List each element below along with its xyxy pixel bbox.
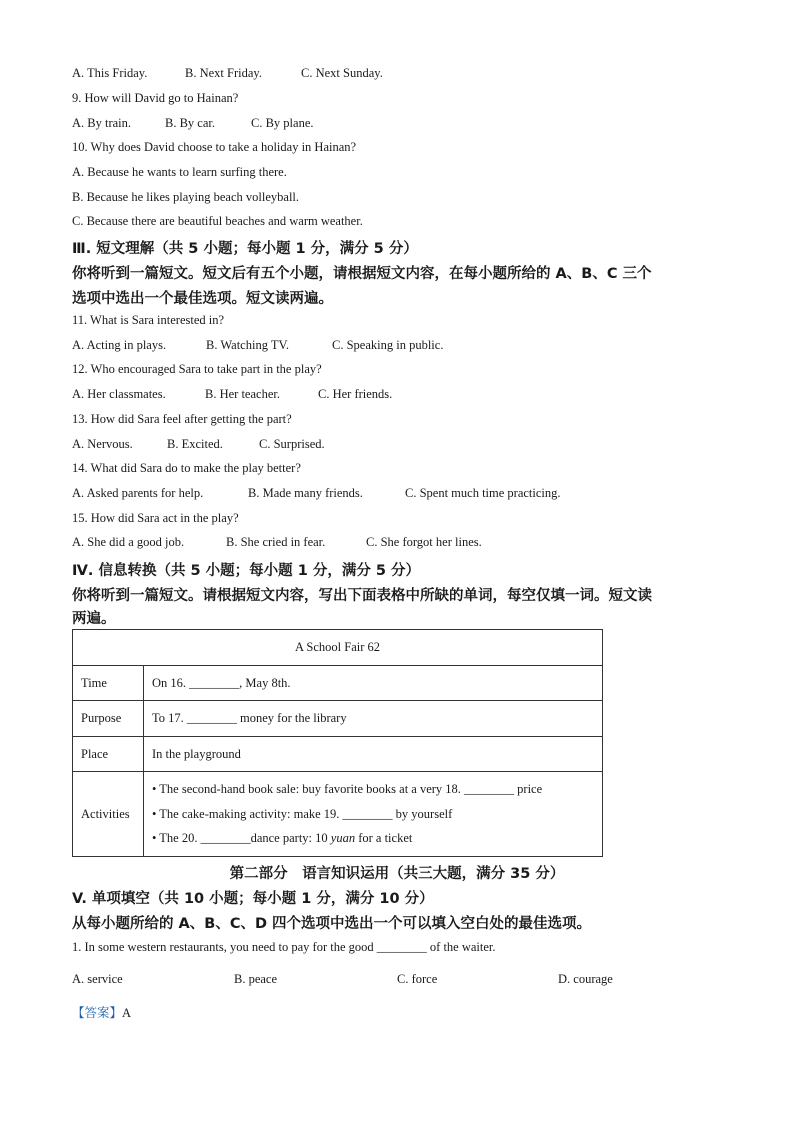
question-stem: 10. Why does David choose to take a holiday in Hainan? bbox=[72, 140, 357, 154]
option: C. Because there are beautiful beaches and warm weather. bbox=[72, 214, 363, 228]
option: B. By car. bbox=[165, 116, 215, 130]
q12-options bbox=[72, 387, 392, 402]
part-title: 第二部分 语言知识运用（共三大题，满分 35 分） bbox=[229, 866, 565, 882]
q8-options bbox=[72, 66, 383, 81]
table-row bbox=[73, 701, 603, 737]
row-label: Purpose bbox=[73, 701, 144, 737]
option: B. Her teacher. bbox=[205, 387, 280, 401]
section-instruction: 两遍。 bbox=[72, 611, 116, 627]
answer-value: A bbox=[122, 1006, 132, 1020]
activity-item: • The 20. ________dance party: 10 yuan for a ticket bbox=[152, 831, 413, 846]
option: B. She cried in fear. bbox=[226, 535, 326, 549]
option: A. She did a good job. bbox=[72, 535, 185, 549]
option: C. Speaking in public. bbox=[332, 338, 444, 352]
answer-tag: 【答案】 bbox=[72, 1006, 123, 1020]
option: B. Next Friday. bbox=[185, 66, 262, 80]
row-value: In the playground bbox=[144, 737, 603, 772]
option: A. Asked parents for help. bbox=[72, 486, 204, 500]
option: A. service bbox=[72, 972, 123, 986]
option: A. Nervous. bbox=[72, 437, 133, 451]
question-stem: 12. Who encouraged Sara to take part in the play? bbox=[72, 362, 322, 376]
question-stem: 9. How will David go to Hainan? bbox=[72, 91, 239, 105]
activities-list bbox=[144, 772, 603, 857]
row-label: Activities bbox=[73, 772, 144, 857]
option: C. Spent much time practicing. bbox=[405, 486, 561, 500]
section-instruction: 选项中选出一个最佳选项。短文读两遍。 bbox=[72, 291, 333, 307]
option: B. Excited. bbox=[167, 437, 223, 451]
row-label: Time bbox=[73, 666, 144, 701]
row-value: To 17. ________ money for the library bbox=[144, 701, 603, 737]
q11-options bbox=[72, 338, 443, 353]
option: D. courage bbox=[558, 972, 613, 986]
row-value: On 16. ________, May 8th. bbox=[144, 666, 603, 701]
option: A. Because he wants to learn surfing there. bbox=[72, 165, 287, 179]
table-row bbox=[73, 666, 603, 701]
option: C. Surprised. bbox=[259, 437, 325, 451]
question-stem: 1. In some western restaurants, you need to pay for the good ________ of the waiter. bbox=[72, 940, 496, 954]
section-title: Ⅲ. 短文理解（共 5 小题；每小题 1 分，满分 5 分） bbox=[72, 241, 418, 257]
q1-options bbox=[72, 972, 613, 987]
option: C. Next Sunday. bbox=[301, 66, 383, 80]
q9-options bbox=[72, 116, 314, 131]
question-stem: 14. What did Sara do to make the play better? bbox=[72, 461, 301, 475]
section-instruction: 你将听到一篇短文。请根据短文内容，写出下面表格中所缺的单词，每空仅填一词。短文读 bbox=[72, 588, 652, 604]
option: A. Acting in plays. bbox=[72, 338, 167, 352]
activity-item: • The cake-making activity: make 19. ________ by yourself bbox=[152, 806, 453, 821]
option: B. Because he likes playing beach volleyball. bbox=[72, 190, 300, 204]
section-instruction: 从每小题所给的 A、B、C、D 四个选项中选出一个可以填入空白处的最佳选项。 bbox=[72, 916, 592, 932]
school-fair-table bbox=[72, 629, 603, 857]
option: B. peace bbox=[234, 972, 278, 986]
option: C. Her friends. bbox=[318, 387, 393, 401]
option: A. This Friday. bbox=[72, 66, 148, 80]
activity-item: • The second-hand book sale: buy favorite books at a very 18. ________ price bbox=[152, 782, 543, 797]
section-title: Ⅳ. 信息转换（共 5 小题；每小题 1 分，满分 5 分） bbox=[72, 563, 421, 579]
option: C. force bbox=[397, 972, 438, 986]
option: A. Her classmates. bbox=[72, 387, 166, 401]
table-title: A School Fair 62 bbox=[73, 630, 603, 666]
table-row bbox=[73, 737, 603, 772]
section-title: V. 单项填空（共 10 小题；每小题 1 分，满分 10 分） bbox=[72, 891, 434, 907]
q15-options bbox=[72, 535, 482, 550]
q14-options bbox=[72, 486, 561, 501]
option: C. She forgot her lines. bbox=[366, 535, 482, 549]
question-stem: 11. What is Sara interested in? bbox=[72, 313, 225, 327]
option: B. Made many friends. bbox=[248, 486, 363, 500]
q13-options bbox=[72, 437, 325, 452]
option: A. By train. bbox=[72, 116, 132, 130]
table-row bbox=[73, 772, 603, 857]
option: B. Watching TV. bbox=[206, 338, 290, 352]
row-label: Place bbox=[73, 737, 144, 772]
section-instruction: 你将听到一篇短文。短文后有五个小题，请根据短文内容，在每小题所给的 A、B、C 三个 bbox=[72, 266, 652, 282]
question-stem: 15. How did Sara act in the play? bbox=[72, 511, 239, 525]
question-stem: 13. How did Sara feel after getting the part? bbox=[72, 412, 292, 426]
option: C. By plane. bbox=[251, 116, 314, 130]
answer-line bbox=[72, 1003, 131, 1021]
